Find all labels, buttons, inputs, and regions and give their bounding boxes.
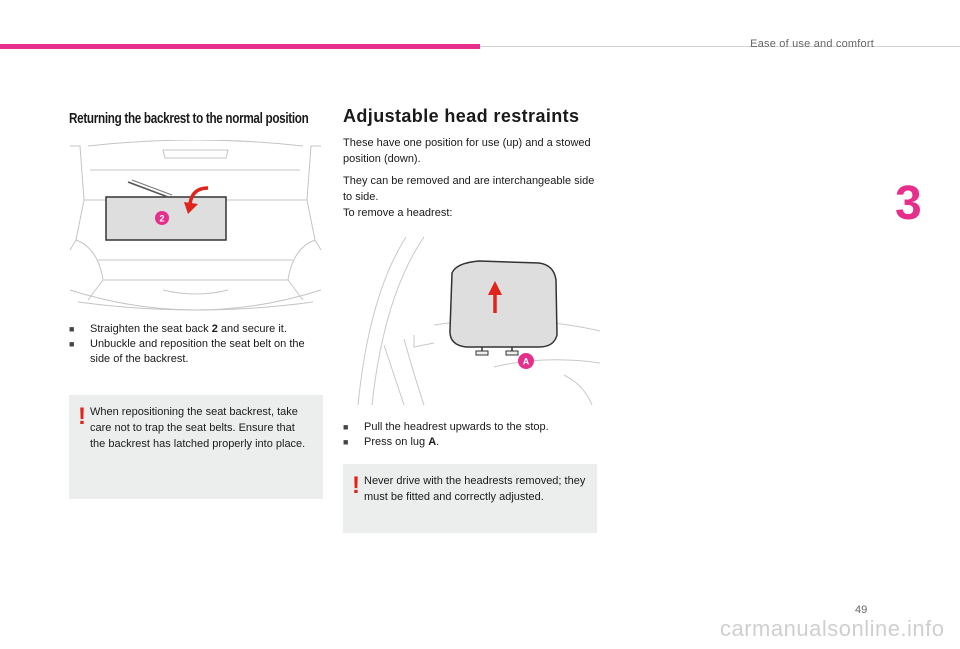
left-heading: Returning the backrest to the normal position (69, 110, 309, 127)
exclamation-icon: ! (352, 472, 360, 499)
left-bullet-2: ■ Unbuckle and reposition the seat belt on the side of the backrest. (69, 338, 305, 365)
page-number: 49 (855, 604, 868, 616)
left-warning-text: When repositioning the seat backrest, take care not to trap the seat belts. Ensure that the backrest has latched properly into place. (90, 406, 306, 450)
right-bullet-2: ■ Press on lug A. (343, 436, 440, 448)
paragraph-3: To remove a headrest: (343, 207, 453, 219)
bullet-marker-icon: ■ (343, 422, 349, 432)
watermark: carmanualsonline.info (720, 616, 945, 641)
callout-2: 2 (159, 213, 165, 224)
right-bullet-1: ■ Pull the headrest upwards to the stop. (343, 421, 549, 433)
exclamation-icon: ! (78, 403, 86, 430)
callout-A: A (522, 356, 530, 367)
bullet-marker-icon: ■ (69, 339, 75, 349)
headrest-illustration (344, 235, 600, 407)
left-warning-box (69, 395, 323, 499)
section-title: Ease of use and comfort (750, 38, 874, 50)
right-warning-box (343, 464, 597, 533)
trunk-backrest-illustration (68, 140, 323, 315)
bullet-marker-icon: ■ (343, 437, 349, 447)
right-warning-text: Never drive with the headrests removed; they must be fitted and correctly adjusted. (364, 475, 586, 503)
left-bullet-1: ■ Straighten the seat back 2 and secure it. (69, 323, 287, 335)
header-rule (480, 46, 960, 47)
chapter-number: 3 (895, 177, 922, 230)
bullet-marker-icon: ■ (69, 324, 75, 334)
accent-bar (0, 44, 480, 49)
right-heading: Adjustable head restraints (343, 106, 580, 126)
paragraph-2: They can be removed and are interchangeable side to side. (343, 175, 595, 203)
paragraph-1: These have one position for use (up) and a stowed position (down). (343, 137, 591, 165)
